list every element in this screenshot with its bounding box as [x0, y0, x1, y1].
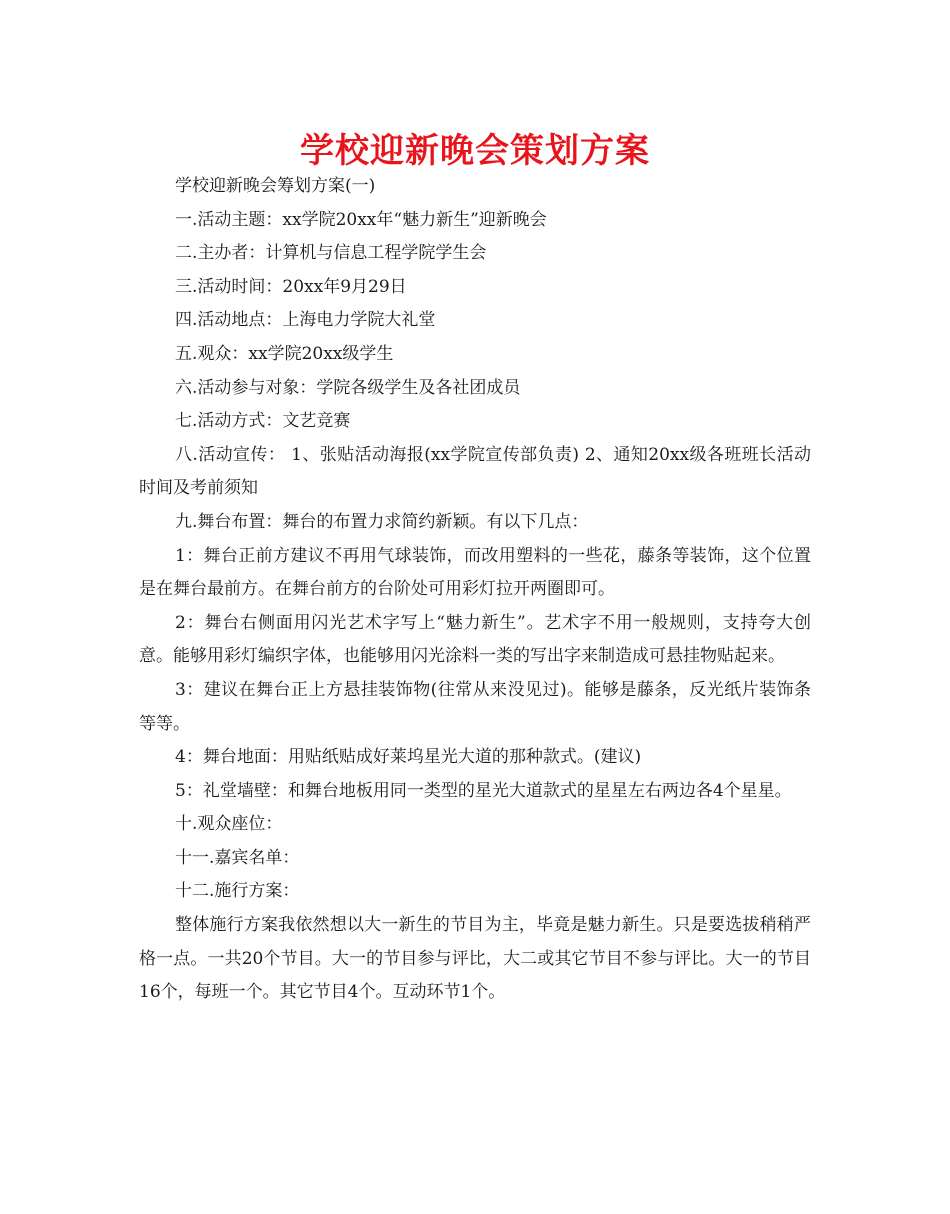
paragraph-theme: 一.活动主题：xx学院20xx年“魅力新生”迎新晚会 [175, 209, 547, 230]
document-body [139, 170, 811, 1010]
paragraph-organizer: 二.主办者：计算机与信息工程学院学生会 [175, 243, 487, 264]
paragraph-stage-point-3: 3：建议在舞台正上方悬挂装饰物(往常从来没见过)。能够是藤条，反光纸片装饰条等等。 [139, 679, 811, 734]
paragraph-time: 三.活动时间：20xx年9月29日 [175, 276, 407, 297]
paragraph-stage-setup: 九.舞台布置：舞台的布置力求简约新颖。有以下几点： [175, 511, 589, 532]
paragraph-seating: 十.观众座位： [175, 814, 283, 835]
paragraph-plan-detail: 整体施行方案我依然想以大一新生的节目为主，毕竟是魅力新生。只是要选拔稍稍严格一点。一共20个节目。大一的节目参与评比，大二或其它节目不参与评比。大一的节目16个，每班一个。其它节目4个。互动环节1个。 [139, 915, 811, 1003]
paragraph-stage-point-4: 4：舞台地面：用贴纸贴成好莱坞星光大道的那种款式。(建议) [175, 747, 642, 768]
document-title: 学校迎新晚会策划方案 [300, 131, 650, 171]
paragraph-subtitle: 学校迎新晚会筹划方案(一) [175, 176, 376, 196]
paragraph-participants: 六.活动参与对象：学院各级学生及各社团成员 [175, 377, 521, 398]
paragraph-audience: 五.观众：xx学院20xx级学生 [175, 343, 394, 364]
paragraph-stage-point-1: 1：舞台正前方建议不再用气球装饰，而改用塑料的一些花，藤条等装饰，这个位置是在舞台最前方。在舞台前方的台阶处可用彩灯拉开两圈即可。 [139, 545, 811, 600]
paragraph-guests: 十一.嘉宾名单： [175, 847, 300, 868]
paragraph-location: 四.活动地点：上海电力学院大礼堂 [175, 310, 436, 331]
paragraph-format: 七.活动方式：文艺竞赛 [175, 411, 351, 432]
paragraph-stage-point-2: 2：舞台右侧面用闪光艺术字写上“魅力新生”。艺术字不用一般规则，支持夸大创意。能够用彩灯编织字体，也能够用闪光涂料一类的写出字来制造成可悬挂物贴起来。 [139, 612, 811, 667]
paragraph-stage-point-5: 5：礼堂墙壁：和舞台地板用同一类型的星光大道款式的星星左右两边各4个星星。 [175, 780, 792, 801]
paragraph-promotion: 八.活动宣传： 1、张贴活动海报(xx学院宣传部负责) 2、通知20xx级各班班长活动时间及考前须知 [139, 444, 811, 499]
paragraph-plan: 十二.施行方案： [175, 881, 300, 902]
